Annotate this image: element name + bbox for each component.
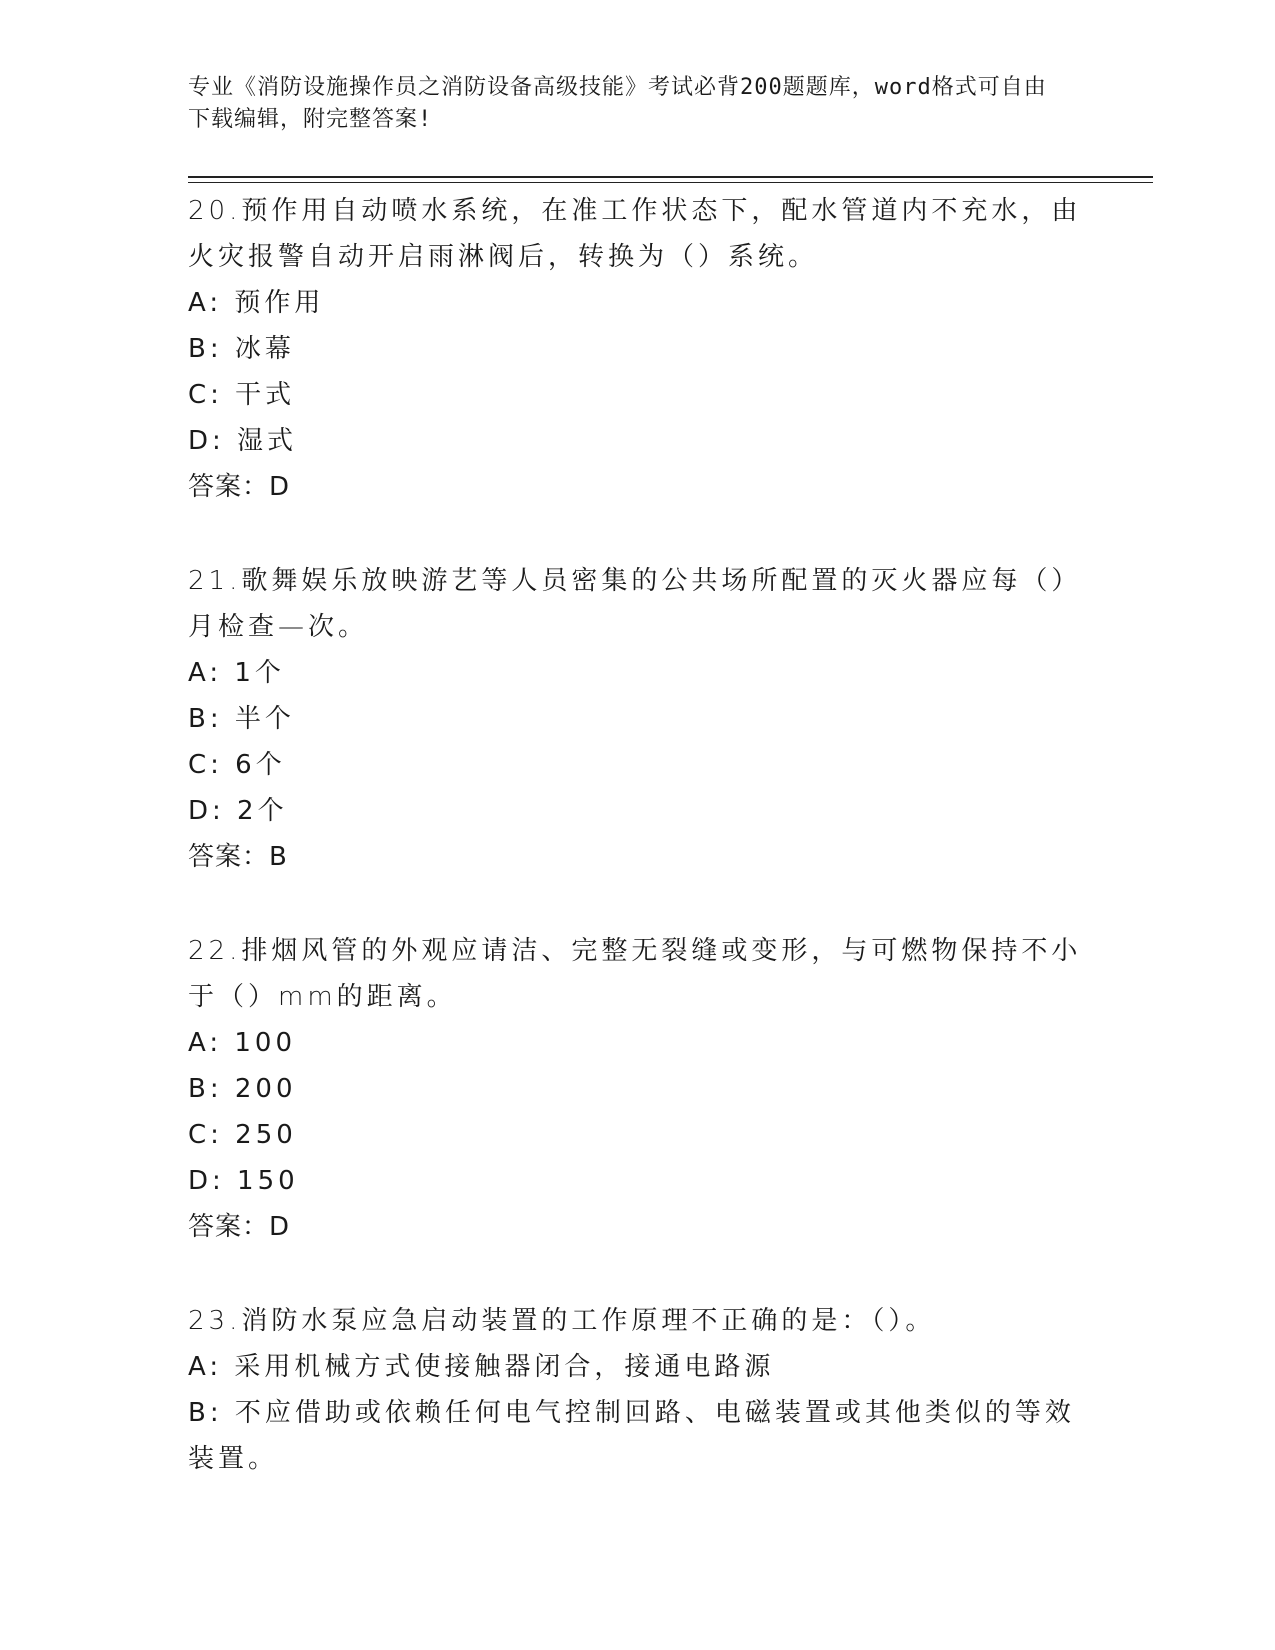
option-c: C: 6个 [188,750,286,780]
question-22 [188,928,1088,1250]
option-a: A: 采用机械方式使接触器闭合，接通电路源 [188,1352,775,1382]
header-divider-thick [188,176,1153,178]
question-21 [188,558,1088,880]
answer-line: 答案：D [188,472,291,502]
option-a: A: 1个 [188,658,285,688]
option-b: B: 不应借助或依赖任何电气控制回路、电磁装置或其他类似的等效装置。 [188,1398,1075,1474]
question-list [188,188,1088,1530]
question-23 [188,1298,1088,1482]
question-stem: 20.预作用自动喷水系统，在准工作状态下，配水管道内不充水，由火灾报警自动开启雨淋阀后，转换为（）系统。 [188,196,1082,272]
option-b: B: 200 [188,1074,297,1104]
question-stem: 23.消防水泵应急启动装置的工作原理不正确的是：（）。 [188,1306,936,1336]
option-b: B: 冰幕 [188,334,295,364]
option-b: B: 半个 [188,704,295,734]
question-20 [188,188,1088,510]
option-a: A: 预作用 [188,288,325,318]
answer-line: 答案：D [188,1212,291,1242]
option-d: D: 2个 [188,796,288,826]
question-stem: 21.歌舞娱乐放映游艺等人员密集的公共场所配置的灭火器应每（）月检查—次。 [188,566,1082,642]
answer-line: 答案：B [188,842,288,872]
document-header: 专业《消防设施操作员之消防设备高级技能》考试必背200题题库，word格式可自由下载编辑，附完整答案! [188,75,1047,132]
header-divider-thin [188,182,1153,183]
option-c: C: 250 [188,1120,297,1150]
option-d: D: 湿式 [188,426,298,456]
option-d: D: 150 [188,1166,299,1196]
option-c: C: 干式 [188,380,296,410]
option-a: A: 100 [188,1028,296,1058]
question-stem: 22.排烟风管的外观应请洁、完整无裂缝或变形，与可燃物保持不小于（）mm的距离。 [188,936,1082,1012]
